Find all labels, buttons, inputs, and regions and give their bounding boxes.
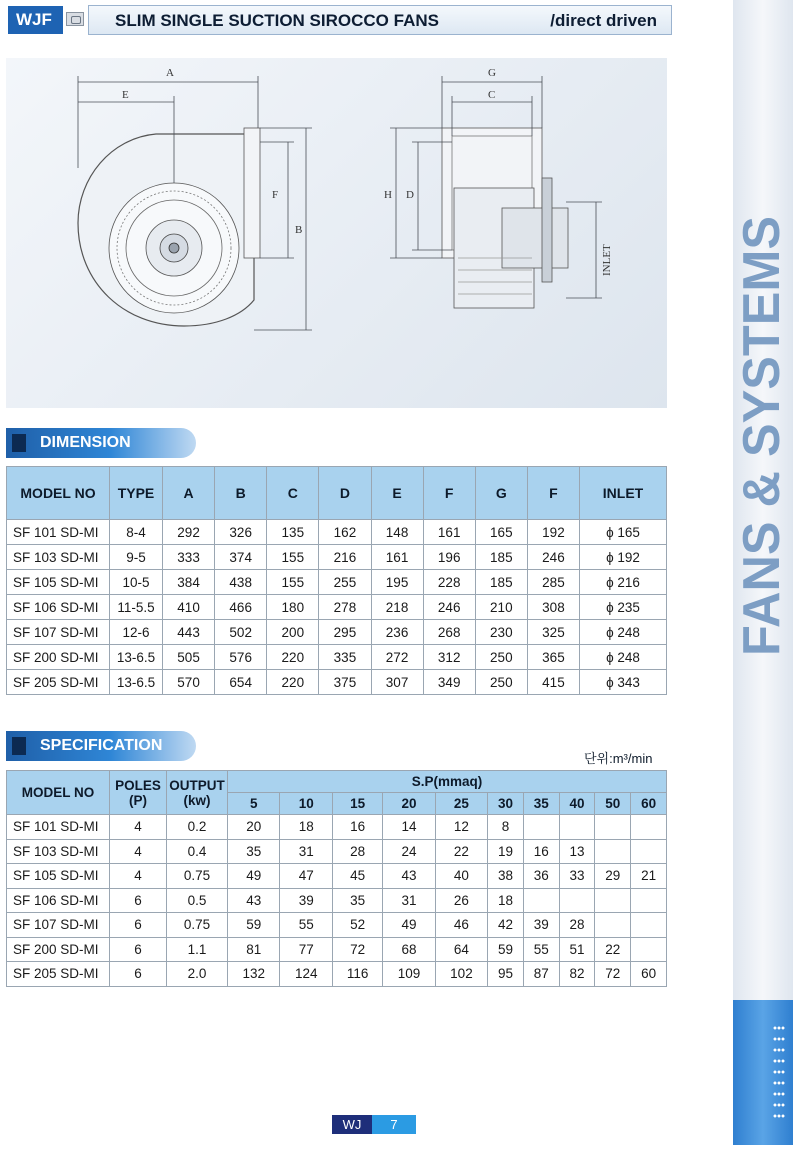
dimension-cell: 312 [423, 645, 475, 670]
col-header: C [267, 467, 319, 520]
specification-table [6, 770, 667, 987]
motor-cell: 0.75 [167, 864, 228, 889]
dimension-cell: 216 [319, 545, 371, 570]
airflow-cell: 49 [228, 864, 280, 889]
airflow-cell [595, 888, 631, 913]
sp-col-header: 25 [435, 793, 487, 815]
section-marker [12, 434, 26, 452]
dimension-table [6, 466, 667, 695]
output-unit: (kw) [183, 792, 211, 808]
motor-cell: 4 [110, 839, 167, 864]
motor-cell: 0.75 [167, 913, 228, 938]
dimension-cell: ϕ 235 [580, 595, 667, 620]
dimension-cell: ϕ 165 [580, 520, 667, 545]
airflow-cell: 28 [559, 913, 595, 938]
dimension-cell: 220 [267, 670, 319, 695]
dimension-cell: 502 [215, 620, 267, 645]
dimension-cell: 250 [475, 670, 527, 695]
spec-row [7, 839, 667, 864]
col-header: D [319, 467, 371, 520]
col-header: F [423, 467, 475, 520]
shaft [169, 243, 179, 253]
dimension-cell: 292 [163, 520, 215, 545]
airflow-cell: 60 [631, 962, 667, 987]
spec-row [7, 937, 667, 962]
sp-col-header: 5 [228, 793, 280, 815]
output-label: OUTPUT [169, 777, 225, 793]
airflow-cell: 45 [332, 864, 382, 889]
dimension-cell: 466 [215, 595, 267, 620]
dimension-cell: 161 [371, 545, 423, 570]
motor-cell: 0.4 [167, 839, 228, 864]
airflow-cell: 43 [383, 864, 435, 889]
technical-drawing [6, 58, 667, 408]
dimension-cell: 415 [527, 670, 579, 695]
airflow-cell: 40 [435, 864, 487, 889]
motor-cell: 2.0 [167, 962, 228, 987]
dimension-row [7, 520, 667, 545]
motor-cell: 6 [110, 937, 167, 962]
dimension-cell: 325 [527, 620, 579, 645]
airflow-cell: 59 [488, 937, 524, 962]
airflow-cell: 64 [435, 937, 487, 962]
dimension-cell: 375 [319, 670, 371, 695]
airflow-cell: 43 [228, 888, 280, 913]
dimension-cell: 155 [267, 545, 319, 570]
airflow-cell: 109 [383, 962, 435, 987]
dimension-cell: ϕ 343 [580, 670, 667, 695]
motor-cell: 0.2 [167, 815, 228, 840]
airflow-cell: 87 [523, 962, 559, 987]
airflow-cell: 18 [280, 815, 332, 840]
dimension-row [7, 545, 667, 570]
airflow-cell [631, 913, 667, 938]
unit-label: 단위:m³/min [584, 751, 653, 766]
airflow-cell: 124 [280, 962, 332, 987]
airflow-cell [523, 888, 559, 913]
airflow-cell: 31 [383, 888, 435, 913]
dimension-cell: 12-6 [110, 620, 163, 645]
col-header-model: MODEL NO [7, 771, 110, 815]
dimension-cell: 333 [163, 545, 215, 570]
dimension-cell: 220 [267, 645, 319, 670]
series-tag: WJF [8, 6, 63, 34]
dimension-cell: 384 [163, 570, 215, 595]
sp-col-header: 35 [523, 793, 559, 815]
dimension-cell: ϕ 192 [580, 545, 667, 570]
airflow-cell: 55 [280, 913, 332, 938]
sp-col-header: 30 [488, 793, 524, 815]
motor-cell: 4 [110, 815, 167, 840]
model-cell: SF 101 SD-MI [7, 815, 110, 840]
page-subtitle: /direct driven [550, 11, 657, 30]
airflow-cell: 33 [559, 864, 595, 889]
dimension-cell: 443 [163, 620, 215, 645]
dimension-cell: 210 [475, 595, 527, 620]
dimension-cell: 10-5 [110, 570, 163, 595]
airflow-cell [631, 839, 667, 864]
model-cell: SF 103 SD-MI [7, 545, 110, 570]
airflow-cell: 12 [435, 815, 487, 840]
poles-unit: (P) [129, 792, 147, 808]
label-a: A [166, 67, 174, 79]
airflow-cell: 21 [631, 864, 667, 889]
dimension-cell: 246 [423, 595, 475, 620]
model-cell: SF 200 SD-MI [7, 937, 110, 962]
airflow-cell [595, 839, 631, 864]
airflow-cell: 8 [488, 815, 524, 840]
dimension-cell: 200 [267, 620, 319, 645]
label-e: E [122, 89, 129, 101]
airflow-cell: 31 [280, 839, 332, 864]
spec-row [7, 913, 667, 938]
dimension-cell: 505 [163, 645, 215, 670]
model-cell: SF 200 SD-MI [7, 645, 110, 670]
dimension-row [7, 645, 667, 670]
specification-title: SPECIFICATION [40, 737, 163, 754]
sp-col-header: 20 [383, 793, 435, 815]
dimension-cell: 295 [319, 620, 371, 645]
model-cell: SF 107 SD-MI [7, 913, 110, 938]
dimension-cell: 148 [371, 520, 423, 545]
airflow-cell: 38 [488, 864, 524, 889]
airflow-cell: 16 [332, 815, 382, 840]
dimension-cell: 268 [423, 620, 475, 645]
label-c: C [488, 89, 496, 101]
dimension-cell: 155 [267, 570, 319, 595]
col-header-output [167, 771, 228, 815]
airflow-cell: 22 [435, 839, 487, 864]
airflow-cell [631, 937, 667, 962]
model-cell: SF 107 SD-MI [7, 620, 110, 645]
label-b: B [295, 224, 303, 236]
airflow-cell [559, 815, 595, 840]
dimension-cell: 162 [319, 520, 371, 545]
page-number: 7 [372, 1115, 416, 1134]
dimension-cell: 165 [475, 520, 527, 545]
airflow-cell: 16 [523, 839, 559, 864]
dimension-cell: 654 [215, 670, 267, 695]
dimension-cell: 308 [527, 595, 579, 620]
col-header: E [371, 467, 423, 520]
dimension-cell: ϕ 216 [580, 570, 667, 595]
airflow-cell: 49 [383, 913, 435, 938]
motor-cell: 6 [110, 913, 167, 938]
dimension-cell: ϕ 248 [580, 620, 667, 645]
decorative-dots [773, 1026, 787, 1125]
airflow-cell: 46 [435, 913, 487, 938]
page-header [0, 0, 672, 40]
dimension-cell: 278 [319, 595, 371, 620]
model-cell: SF 101 SD-MI [7, 520, 110, 545]
airflow-cell: 132 [228, 962, 280, 987]
model-cell: SF 103 SD-MI [7, 839, 110, 864]
dimension-header-row [7, 467, 667, 520]
motor-cell: 0.5 [167, 888, 228, 913]
fan-drawing-svg [6, 58, 667, 408]
airflow-cell: 55 [523, 937, 559, 962]
dimension-cell: 272 [371, 645, 423, 670]
airflow-cell: 39 [280, 888, 332, 913]
label-f: F [272, 189, 279, 201]
airflow-cell: 26 [435, 888, 487, 913]
footer-section: WJ [332, 1115, 372, 1134]
section-marker [12, 737, 26, 755]
connector-icon [66, 12, 84, 26]
dimension-cell: 230 [475, 620, 527, 645]
airflow-cell [595, 815, 631, 840]
airflow-cell: 82 [559, 962, 595, 987]
airflow-cell: 59 [228, 913, 280, 938]
label-inlet: INLET [601, 244, 613, 276]
model-cell: SF 106 SD-MI [7, 888, 110, 913]
spec-row [7, 815, 667, 840]
airflow-cell: 35 [332, 888, 382, 913]
dimension-cell: 180 [267, 595, 319, 620]
dimension-cell: 135 [267, 520, 319, 545]
dimension-cell: 326 [215, 520, 267, 545]
sp-col-header: 40 [559, 793, 595, 815]
dimension-cell: 365 [527, 645, 579, 670]
dimension-cell: 195 [371, 570, 423, 595]
motor-cell: 1.1 [167, 937, 228, 962]
airflow-cell [559, 888, 595, 913]
sidebar-title [735, 210, 791, 660]
airflow-cell: 18 [488, 888, 524, 913]
dimension-row [7, 670, 667, 695]
airflow-cell: 72 [595, 962, 631, 987]
col-header-sp: S.P(mmaq) [228, 771, 667, 793]
model-cell: SF 105 SD-MI [7, 570, 110, 595]
dimension-cell: 570 [163, 670, 215, 695]
dimension-cell: 307 [371, 670, 423, 695]
dimension-cell: 236 [371, 620, 423, 645]
dimension-cell: 161 [423, 520, 475, 545]
col-header: TYPE [110, 467, 163, 520]
motor-cell: 4 [110, 864, 167, 889]
side-motor [502, 208, 568, 268]
side-bracket [542, 178, 552, 282]
airflow-cell: 14 [383, 815, 435, 840]
airflow-cell [631, 815, 667, 840]
sp-col-header: 60 [631, 793, 667, 815]
dimension-cell: ϕ 248 [580, 645, 667, 670]
col-header: G [475, 467, 527, 520]
label-g: G [488, 67, 496, 79]
specification-section-header [6, 731, 196, 761]
airflow-cell: 19 [488, 839, 524, 864]
airflow-cell: 52 [332, 913, 382, 938]
col-header: MODEL NO [7, 467, 110, 520]
airflow-cell [523, 815, 559, 840]
outlet-flange [244, 128, 260, 258]
spec-row [7, 888, 667, 913]
airflow-cell: 28 [332, 839, 382, 864]
page-title: SLIM SINGLE SUCTION SIROCCO FANS [115, 11, 439, 30]
airflow-cell [631, 888, 667, 913]
airflow-cell: 81 [228, 937, 280, 962]
airflow-cell: 20 [228, 815, 280, 840]
dimension-cell: 438 [215, 570, 267, 595]
motor-cell: 6 [110, 888, 167, 913]
dimension-cell: 196 [423, 545, 475, 570]
sp-col-header: 50 [595, 793, 631, 815]
spec-row [7, 962, 667, 987]
dimension-cell: 185 [475, 570, 527, 595]
airflow-cell: 47 [280, 864, 332, 889]
airflow-cell: 13 [559, 839, 595, 864]
dimension-cell: 349 [423, 670, 475, 695]
airflow-cell [595, 913, 631, 938]
dimension-cell: 228 [423, 570, 475, 595]
airflow-cell: 72 [332, 937, 382, 962]
model-cell: SF 205 SD-MI [7, 962, 110, 987]
airflow-cell: 77 [280, 937, 332, 962]
spec-row [7, 864, 667, 889]
airflow-cell: 116 [332, 962, 382, 987]
dimension-cell: 9-5 [110, 545, 163, 570]
airflow-cell: 35 [228, 839, 280, 864]
dimension-cell: 8-4 [110, 520, 163, 545]
dimension-cell: 185 [475, 545, 527, 570]
dimension-title: DIMENSION [40, 434, 131, 451]
sidebar-text: FANS & SYSTEMS [735, 210, 791, 656]
airflow-cell: 24 [383, 839, 435, 864]
spec-header-row [7, 771, 667, 793]
dimension-cell: 218 [371, 595, 423, 620]
dimension-cell: 13-6.5 [110, 645, 163, 670]
sp-col-header: 10 [280, 793, 332, 815]
airflow-cell: 39 [523, 913, 559, 938]
label-h: H [384, 189, 392, 201]
poles-label: POLES [115, 777, 161, 793]
model-cell: SF 106 SD-MI [7, 595, 110, 620]
dimension-cell: 192 [527, 520, 579, 545]
airflow-cell: 29 [595, 864, 631, 889]
title-bar [88, 5, 672, 35]
dimension-cell: 250 [475, 645, 527, 670]
dimension-cell: 374 [215, 545, 267, 570]
airflow-cell: 68 [383, 937, 435, 962]
dimension-row [7, 570, 667, 595]
airflow-cell: 51 [559, 937, 595, 962]
motor-cell: 6 [110, 962, 167, 987]
dimension-cell: 13-6.5 [110, 670, 163, 695]
col-header: B [215, 467, 267, 520]
airflow-cell: 42 [488, 913, 524, 938]
airflow-cell: 102 [435, 962, 487, 987]
col-header-poles [110, 771, 167, 815]
dimension-cell: 246 [527, 545, 579, 570]
col-header: F [527, 467, 579, 520]
airflow-cell: 22 [595, 937, 631, 962]
model-cell: SF 105 SD-MI [7, 864, 110, 889]
dimension-row [7, 620, 667, 645]
dimension-section-header [6, 428, 196, 458]
dimension-cell: 285 [527, 570, 579, 595]
dimension-cell: 255 [319, 570, 371, 595]
dimension-row [7, 595, 667, 620]
label-d: D [406, 189, 414, 201]
airflow-cell: 36 [523, 864, 559, 889]
col-header: A [163, 467, 215, 520]
dimension-cell: 335 [319, 645, 371, 670]
col-header: INLET [580, 467, 667, 520]
dimension-cell: 11-5.5 [110, 595, 163, 620]
dimension-cell: 576 [215, 645, 267, 670]
dimension-cell: 410 [163, 595, 215, 620]
model-cell: SF 205 SD-MI [7, 670, 110, 695]
airflow-cell: 95 [488, 962, 524, 987]
sp-col-header: 15 [332, 793, 382, 815]
